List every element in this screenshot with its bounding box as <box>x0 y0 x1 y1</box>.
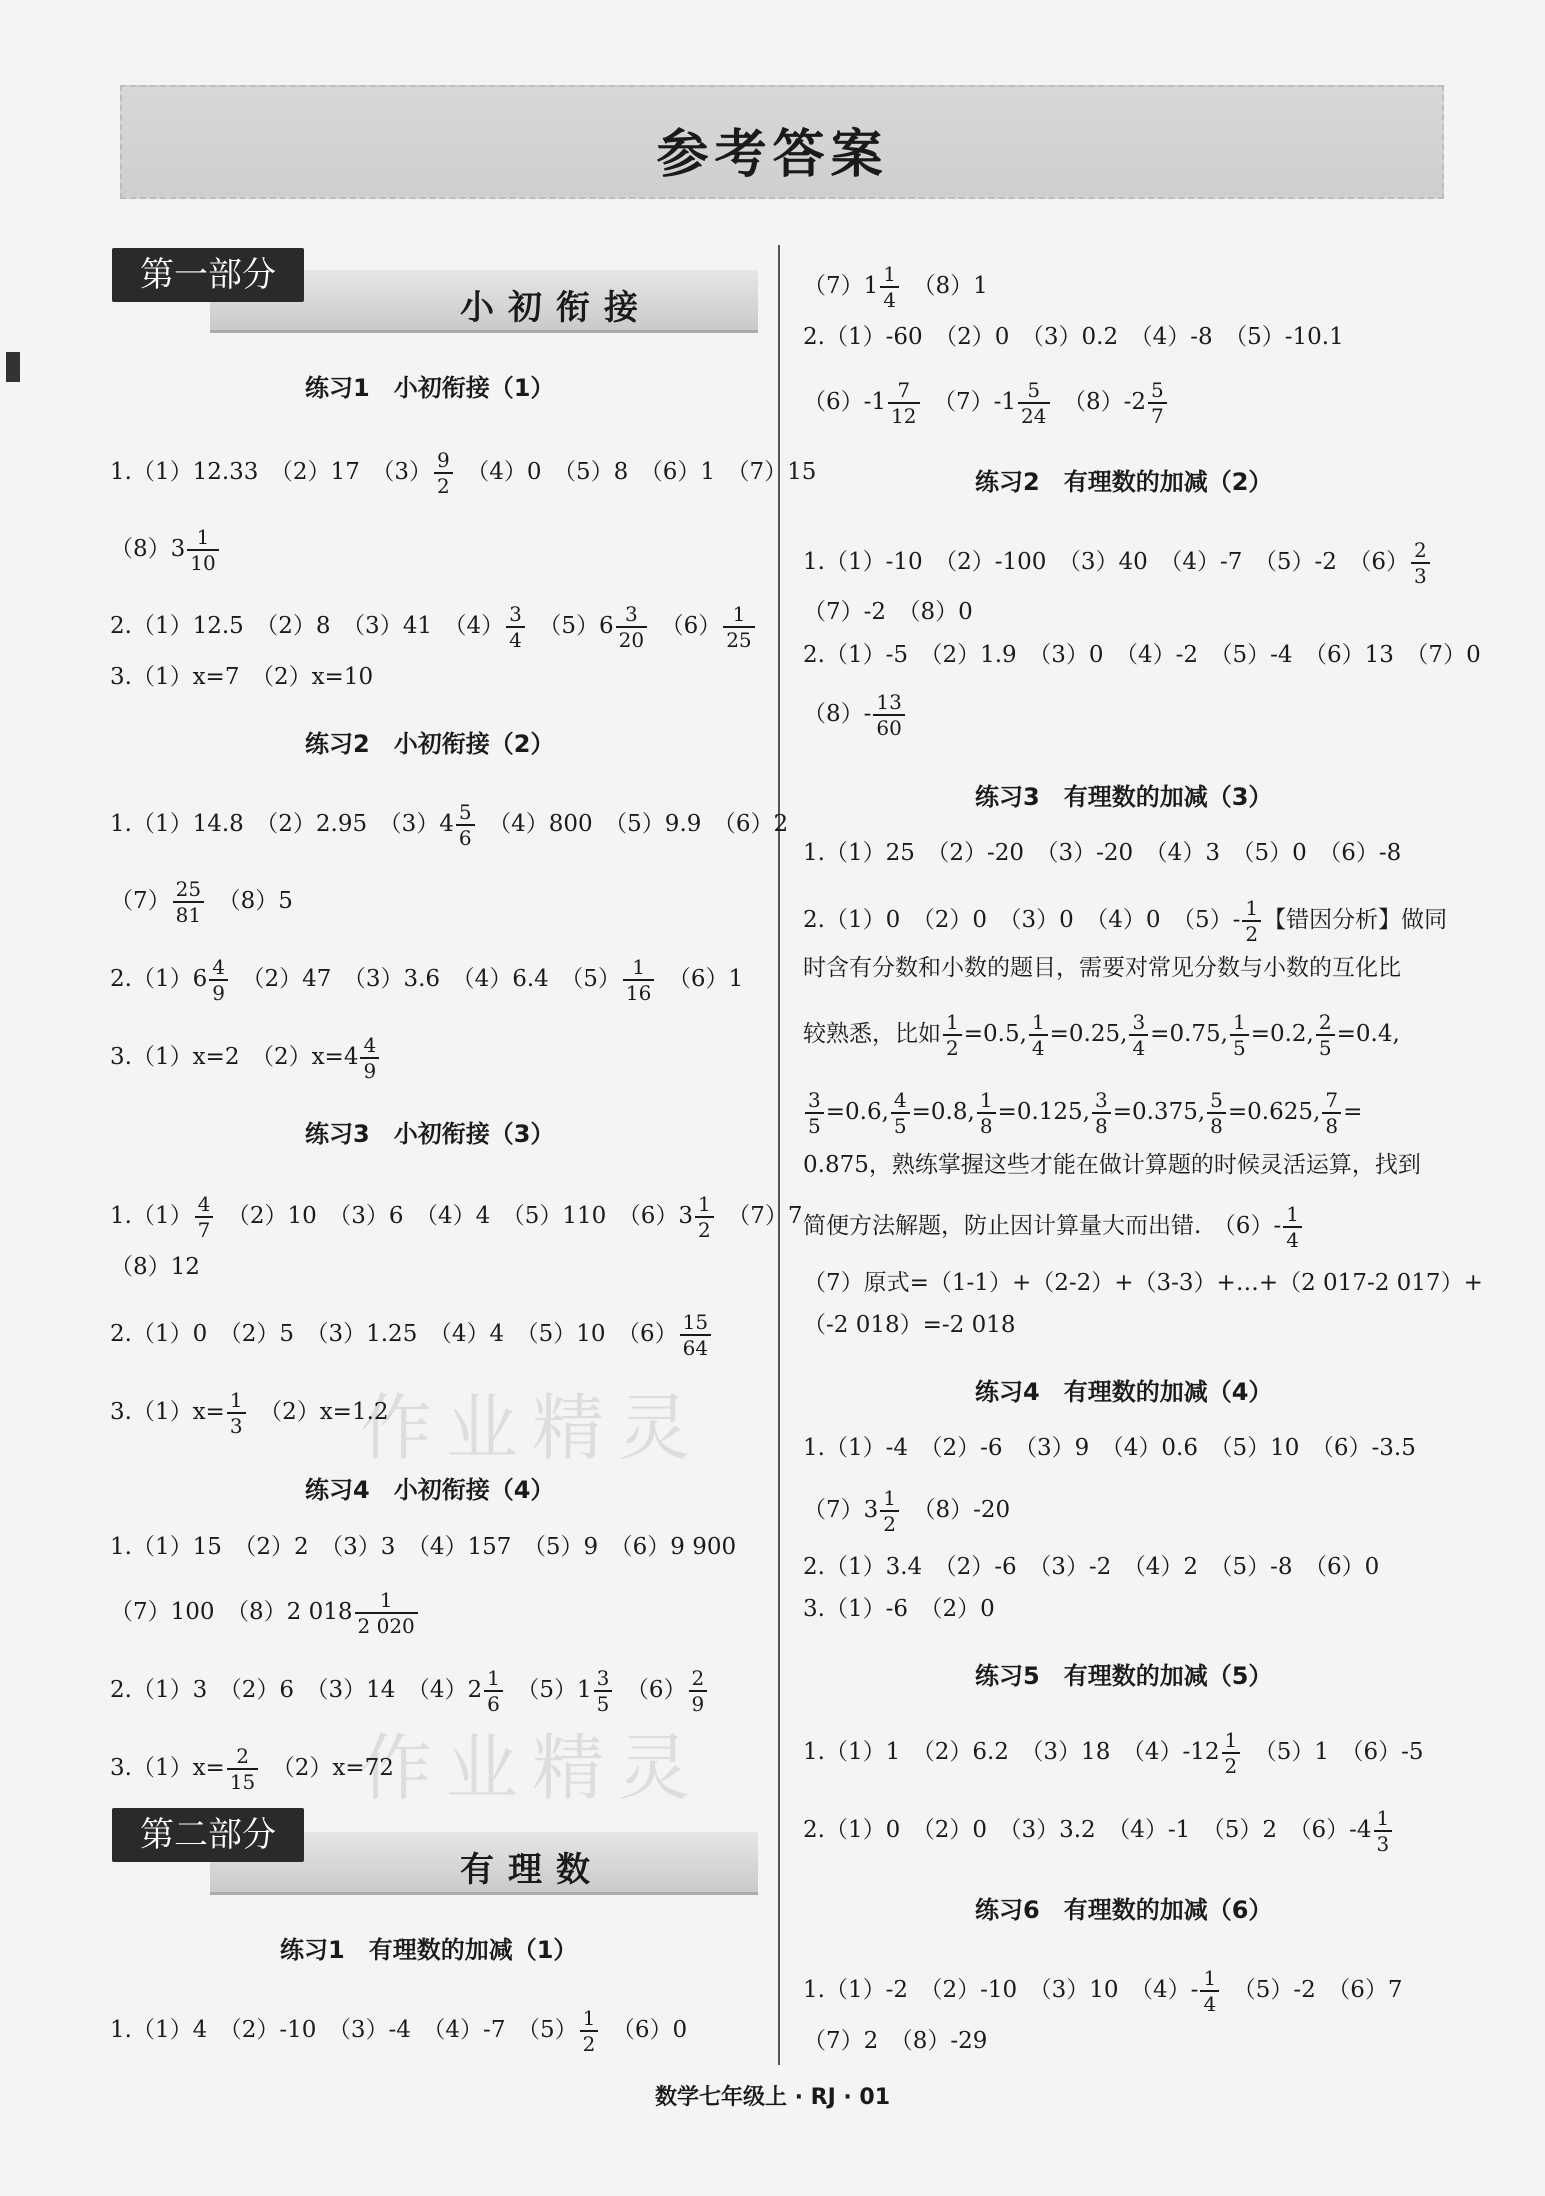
column-divider <box>778 245 780 2065</box>
page-title: 参考答案 <box>656 124 889 185</box>
section-heading: 练习2 小初衔接（2） <box>305 730 555 758</box>
section-heading: 练习1 有理数的加减（1） <box>280 1936 578 1964</box>
answer-line: 2.（1）0 （2）0 （3）3.2 （4）-1 （5）2 （6）-4 $\frac{1}{3}$ <box>803 1806 1394 1856</box>
answer-line: （8）- $\frac{13}{60}$ <box>803 690 907 740</box>
answer-line: 3.（1）x= $\frac{2}{15}$ （2）x=72 <box>110 1744 394 1794</box>
answer-line: 1.（1）14.8 （2）2.95 （3）4 $\frac{5}{6}$ （4）800 （5）9.9 （6）2 <box>110 800 789 850</box>
part1-bar-label: 小初衔接 <box>460 288 652 328</box>
section-heading: 练习5 有理数的加减（5） <box>975 1662 1273 1690</box>
section-heading: 练习6 有理数的加减（6） <box>975 1896 1273 1924</box>
answer-line: 3.（1）x=7 （2）x=10 <box>110 664 374 690</box>
answer-line: 2.（1）-60 （2）0 （3）0.2 （4）-8 （5）-10.1 <box>803 324 1344 350</box>
answer-line: （8）3 $\frac{1}{10}$ <box>110 525 221 575</box>
answer-line: 2.（1）12.5 （2）8 （3）41 （4） $\frac{3}{4}$ （5）6 $\frac{3}{20}$ （6） $\frac{1}{25}$ <box>110 602 757 652</box>
answer-line: 2.（1）0 （2）0 （3）0 （4）0 （5）- $\frac{1}{2}$ 【错因分析】做同 <box>803 896 1448 946</box>
edge-marker <box>6 352 20 382</box>
answer-line: （7）3 $\frac{1}{2}$ （8）-20 <box>803 1486 1011 1536</box>
answer-line: 1.（1）1 （2）6.2 （3）18 （4）-12 $\frac{1}{2}$ （5）1 （6）-5 <box>803 1728 1424 1778</box>
answer-line: 1.（1）-10 （2）-100 （3）40 （4）-7 （5）-2 （6） $\frac{2}{3}$ <box>803 538 1432 588</box>
answer-line: 1.（1）12.33 （2）17 （3） $\frac{9}{2}$ （4）0 （5）8 （6）1 （7）15 <box>110 448 817 498</box>
section-heading: 练习3 小初衔接（3） <box>305 1120 555 1148</box>
answer-line: 2.（1）3.4 （2）-6 （3）-2 （4）2 （5）-8 （6）0 <box>803 1554 1380 1580</box>
part2-bar-label: 有理数 <box>460 1850 604 1890</box>
answer-line: （7）1 $\frac{1}{4}$ （8）1 <box>803 262 988 312</box>
answer-line: 1.（1）-4 （2）-6 （3）9 （4）0.6 （5）10 （6）-3.5 <box>803 1435 1416 1461</box>
answer-line: （7）100 （8）2 018 $\frac{1}{2 020}$ <box>110 1588 420 1638</box>
answer-line: 2.（1）0 （2）5 （3）1.25 （4）4 （5）10 （6） $\frac{15}{64}$ <box>110 1310 713 1360</box>
section-heading: 练习3 有理数的加减（3） <box>975 783 1273 811</box>
answer-line: 较熟悉，比如 $\frac{1}{2}$ =0.5, $\frac{1}{4}$ =0.25, $\frac{3}{4}$ =0.75, $\frac{1}{5}$ =0.2, $\frac{2}{5}$ =0.4, <box>803 1010 1400 1060</box>
answer-line: （-2 018）=-2 018 <box>803 1312 1016 1338</box>
part2-tab: 第二部分 <box>112 1808 304 1862</box>
answer-line: 3.（1）x=2 （2）x=4 $\frac{4}{9}$ <box>110 1033 381 1083</box>
answer-line: $\frac{3}{5}$ =0.6, $\frac{4}{5}$ =0.8, $\frac{1}{8}$ =0.125, $\frac{3}{8}$ =0.375, $\frac{5}{8}$ =0.625, $\frac{7}{8}$ = <box>803 1088 1362 1138</box>
section-heading: 练习1 小初衔接（1） <box>305 374 555 402</box>
watermark: 作业精灵 <box>360 1726 705 1810</box>
section-heading: 练习4 有理数的加减（4） <box>975 1378 1273 1406</box>
answer-line: （7）2 （8）-29 <box>803 2028 988 2054</box>
part1-tab: 第一部分 <box>112 248 304 302</box>
answer-line: 2.（1）3 （2）6 （3）14 （4）2 $\frac{1}{6}$ （5）1 $\frac{3}{5}$ （6） $\frac{2}{9}$ <box>110 1666 709 1716</box>
page-footer: 数学七年级上 · RJ · 01 <box>654 2085 891 2110</box>
answer-line: 3.（1）x= $\frac{1}{3}$ （2）x=1.2 <box>110 1388 389 1438</box>
answer-line: 3.（1）-6 （2）0 <box>803 1596 995 1622</box>
answer-line: （8）12 <box>110 1254 200 1280</box>
answer-line: 1.（1）25 （2）-20 （3）-20 （4）3 （5）0 （6）-8 <box>803 840 1402 866</box>
answer-line: 1.（1） $\frac{4}{7}$ （2）10 （3）6 （4）4 （5）110 （6）3 $\frac{1}{2}$ （7）7 <box>110 1192 803 1242</box>
watermark: 作业精灵 <box>360 1386 705 1470</box>
answer-line: 2.（1）-5 （2）1.9 （3）0 （4）-2 （5）-4 （6）13 （7）0 <box>803 642 1481 668</box>
answer-line: 1.（1）-2 （2）-10 （3）10 （4）- $\frac{1}{4}$ （5）-2 （6）7 <box>803 1966 1403 2016</box>
answer-line: （7）原式=（1-1）+（2-2）+（3-3）+…+（2 017-2 017）+ <box>803 1270 1483 1296</box>
answer-line: （7） $\frac{25}{81}$ （8）5 <box>110 877 293 927</box>
answer-line: 1.（1）4 （2）-10 （3）-4 （4）-7 （5） $\frac{1}{2}$ （6）0 <box>110 2006 688 2056</box>
section-heading: 练习4 小初衔接（4） <box>305 1476 555 1504</box>
answer-line: 1.（1）15 （2）2 （3）3 （4）157 （5）9 （6）9 900 <box>110 1534 737 1560</box>
answer-line: 简便方法解题，防止因计算量大而出错. （6）- $\frac{1}{4}$ <box>803 1202 1304 1252</box>
answer-line: （6）-1 $\frac{7}{12}$ （7）-1 $\frac{5}{24}$ （8）-2 $\frac{5}{7}$ <box>803 378 1169 428</box>
answer-line: （7）-2 （8）0 <box>803 599 973 625</box>
answer-line: 2.（1）6 $\frac{4}{9}$ （2）47 （3）3.6 （4）6.4 （5） $\frac{1}{16}$ （6）1 <box>110 955 744 1005</box>
answer-line: 0.875，熟练掌握这些才能在做计算题的时候灵活运算，找到 <box>803 1152 1421 1178</box>
answer-line: 时含有分数和小数的题目，需要对常见分数与小数的互化比 <box>803 955 1401 981</box>
section-heading: 练习2 有理数的加减（2） <box>975 468 1273 496</box>
